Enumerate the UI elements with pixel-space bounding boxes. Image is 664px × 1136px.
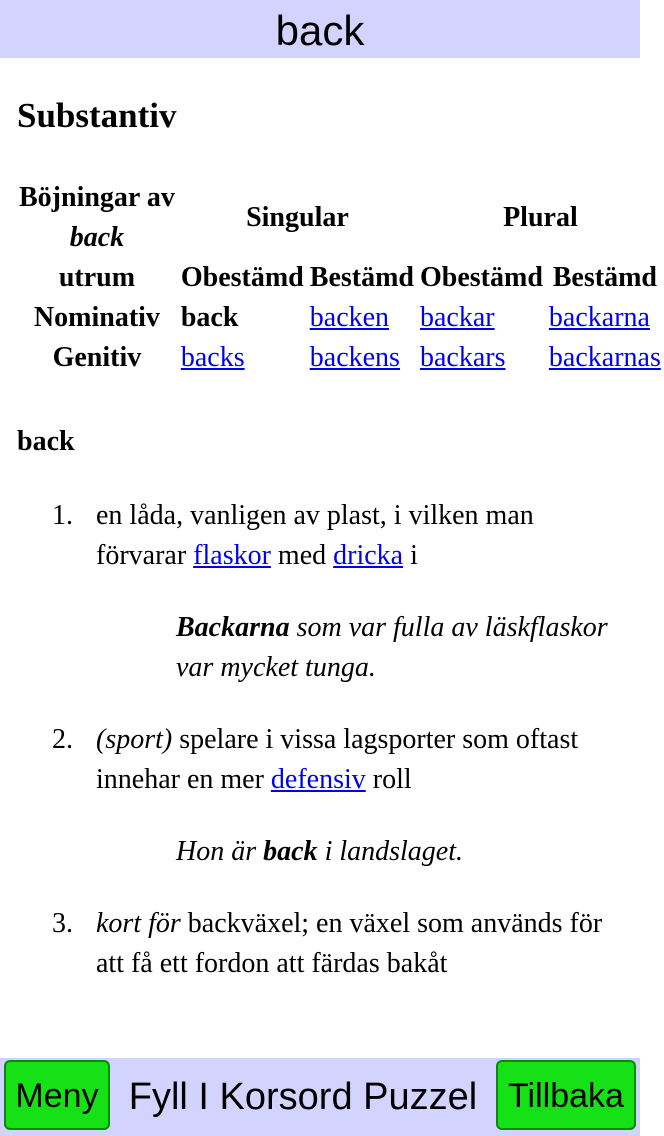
form-cell — [546, 338, 664, 378]
link-flaskor[interactable]: flaskor — [193, 540, 271, 571]
dictionary-entry — [0, 58, 661, 1058]
table-caption-word: back — [69, 222, 125, 253]
app-title: Fyll I Korsord Puzzel — [128, 1076, 478, 1118]
table-row — [16, 298, 664, 338]
form-cell — [417, 338, 546, 378]
definition-text: (sport) spelare i vissa lagsporter som oftast innehar en mer defensiv roll — [96, 724, 579, 795]
form-link[interactable]: backarna — [548, 302, 650, 333]
headword: back — [17, 426, 75, 457]
definition-text: kort för backväxel; en växel som används för att få ett fordon att färdas bakåt — [96, 908, 603, 979]
column-plural: Plural — [503, 202, 578, 233]
page-title: back — [275, 7, 365, 54]
form-link[interactable]: backen — [309, 302, 390, 333]
form-link[interactable]: backens — [309, 342, 400, 373]
case-label: Nominativ — [33, 302, 160, 333]
link-dricka[interactable]: dricka — [333, 540, 404, 571]
case-label: Genitiv — [52, 342, 142, 373]
form-cell: back — [180, 302, 239, 333]
form-cell — [417, 298, 546, 338]
back-button[interactable]: Tillbaka — [496, 1060, 636, 1130]
subheader-indefinite-singular: Obestämd — [180, 262, 304, 293]
inflection-table — [16, 178, 664, 378]
subheader-indefinite-plural: Obestämd — [420, 262, 543, 293]
header-bar — [0, 0, 640, 58]
form-cell — [178, 338, 307, 378]
table-row — [16, 338, 664, 378]
definition-number: 3. — [52, 908, 73, 939]
form-cell — [307, 338, 417, 378]
column-singular: Singular — [246, 202, 349, 233]
bottom-toolbar — [0, 1058, 640, 1136]
table-caption: Böjningar av back — [19, 182, 175, 253]
form-link[interactable]: backars — [420, 342, 506, 373]
subheader-definite-singular: Bestämd — [309, 262, 414, 293]
usage-label: (sport) — [96, 724, 173, 755]
usage-label: kort för — [96, 908, 181, 939]
menu-button[interactable]: Meny — [4, 1060, 110, 1130]
form-cell — [546, 298, 664, 338]
definition-text: en låda, vanligen av plast, i vilken man förvarar flaskor med dricka i — [96, 500, 534, 571]
form-link[interactable]: backar — [420, 302, 495, 333]
definition-number: 2. — [52, 724, 73, 755]
gender-label: utrum — [58, 262, 136, 293]
form-link[interactable]: backs — [180, 342, 245, 373]
form-link[interactable]: backarnas — [548, 342, 661, 373]
part-of-speech-heading: Substantiv — [17, 96, 177, 135]
form-cell — [307, 298, 417, 338]
subheader-definite-plural: Bestämd — [552, 262, 657, 293]
usage-example: Hon är back i landslaget. — [176, 836, 464, 867]
link-defensiv[interactable]: defensiv — [270, 764, 366, 795]
definition-number: 1. — [52, 500, 73, 531]
usage-example: Backarna som var fulla av läskflaskor var mycket tunga. — [176, 612, 608, 683]
